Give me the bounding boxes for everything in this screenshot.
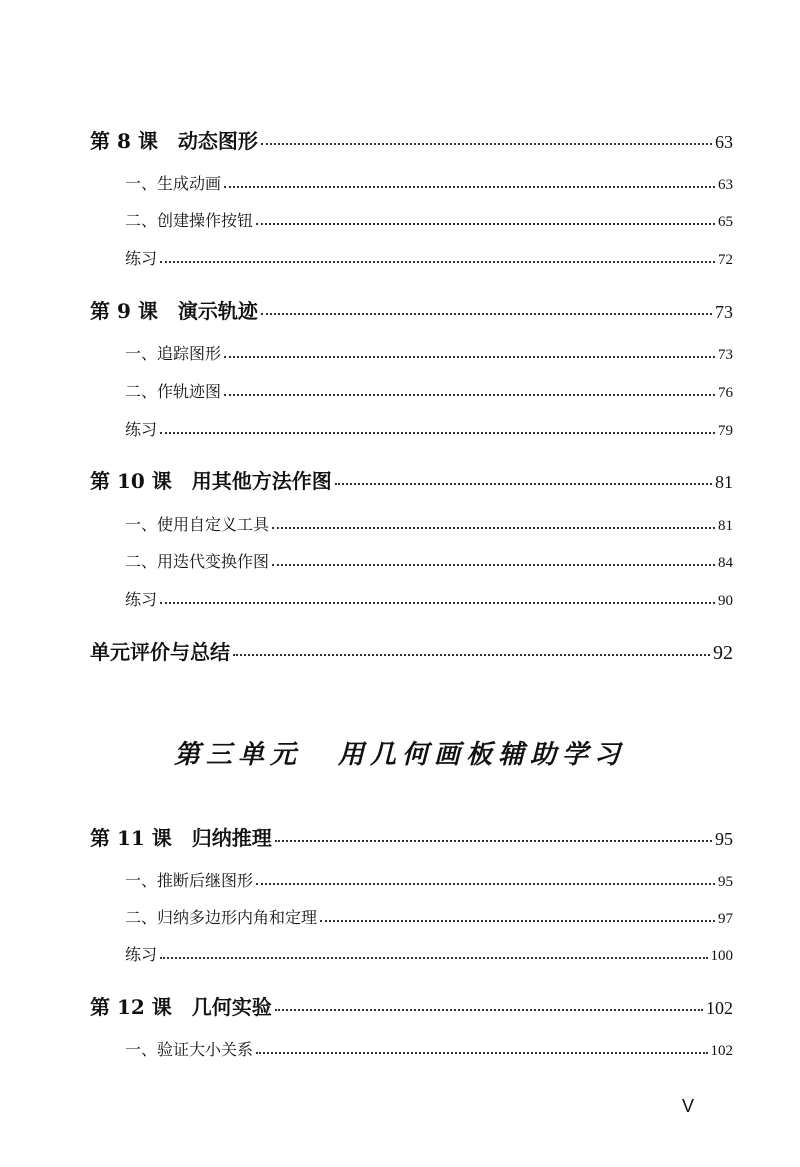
section-title: 二、作轨迹图: [125, 382, 222, 401]
toc-section: [125, 417, 733, 440]
page-number: 92: [713, 642, 733, 664]
dot-leader: [224, 355, 715, 358]
page-number: 81: [718, 518, 733, 534]
section-title: 一、生成动画: [125, 174, 222, 193]
section-title: 一、追踪图形: [125, 344, 222, 363]
page-number: 65: [718, 214, 733, 230]
lesson-number: 第 9 课: [90, 299, 158, 323]
toc-section: [125, 512, 733, 535]
dot-leader: [261, 312, 712, 315]
page-number: 102: [710, 1043, 733, 1059]
dot-leader: [224, 393, 715, 396]
section-title: 练习: [125, 249, 158, 268]
unit-label: 第三单元: [173, 740, 302, 770]
toc-section: [125, 1037, 733, 1060]
toc-section: [125, 246, 733, 269]
section-title: 一、使用自定义工具: [125, 515, 270, 534]
page-number: 72: [718, 252, 733, 268]
page-number: 76: [718, 385, 733, 401]
lesson-title: 演示轨迹: [177, 299, 258, 323]
section-title: 一、验证大小关系: [125, 1040, 254, 1059]
dot-leader: [160, 431, 715, 434]
toc-lesson-8: [90, 125, 733, 154]
toc-section: [125, 905, 733, 928]
toc-section: [125, 341, 733, 364]
page-number: 95: [718, 874, 733, 890]
section-title: 二、用迭代变换作图: [125, 552, 270, 571]
dot-leader: [272, 563, 715, 566]
toc-unit-evaluation: [90, 636, 733, 665]
page-number: 63: [715, 132, 733, 152]
dot-leader: [224, 185, 715, 188]
lesson-number: 第 12 课: [90, 995, 172, 1019]
dot-leader: [320, 919, 715, 922]
toc-lesson-9: [90, 295, 733, 324]
page-number: 100: [710, 948, 733, 964]
lesson-title: 归纳推理: [191, 826, 272, 850]
section-title: 练习: [125, 590, 158, 609]
toc-section: [125, 868, 733, 891]
dot-leader: [160, 260, 715, 263]
page-number: 97: [718, 911, 733, 927]
dot-leader: [233, 653, 710, 656]
lesson-number: 第 10 课: [90, 469, 172, 493]
dot-leader: [160, 601, 715, 604]
toc-lesson-10: [90, 465, 733, 494]
unit-title: 用几何画板辅助学习: [338, 740, 627, 770]
lesson-title: 动态图形: [177, 129, 258, 153]
toc-section: [125, 942, 733, 965]
lesson-title: 用其他方法作图: [191, 469, 332, 493]
lesson-number: 第 8 课: [90, 129, 158, 153]
page-number: 81: [715, 472, 733, 492]
section-title: 一、推断后继图形: [125, 871, 254, 890]
dot-leader: [256, 222, 715, 225]
unit-heading: [0, 734, 800, 771]
dot-leader: [256, 882, 715, 885]
section-title: 练习: [125, 420, 158, 439]
dot-leader: [256, 1051, 707, 1054]
lesson-title: 几何实验: [191, 995, 272, 1019]
lesson-number: 第 11 课: [90, 826, 172, 850]
toc-section: [125, 208, 733, 231]
dot-leader: [261, 142, 712, 145]
dot-leader: [275, 1008, 703, 1011]
toc-section: [125, 171, 733, 194]
page-number: 79: [718, 423, 733, 439]
dot-leader: [335, 482, 712, 485]
page-number: 73: [718, 347, 733, 363]
dot-leader: [275, 839, 712, 842]
page-number: 102: [706, 998, 733, 1018]
page-number: 63: [718, 177, 733, 193]
unit-evaluation-title: 单元评价与总结: [90, 640, 230, 664]
section-title: 练习: [125, 945, 158, 964]
section-title: 二、归纳多边形内角和定理: [125, 908, 318, 927]
dot-leader: [272, 526, 715, 529]
toc-section: [125, 379, 733, 402]
toc-lesson-11: [90, 822, 733, 851]
page-number: 90: [718, 593, 733, 609]
toc-lesson-12: [90, 991, 733, 1020]
page-number: 84: [718, 555, 733, 571]
page-number: 73: [715, 302, 733, 322]
toc-section: [125, 587, 733, 610]
page-number: 95: [715, 829, 733, 849]
section-title: 二、创建操作按钮: [125, 211, 254, 230]
page-folio: V: [682, 1096, 695, 1116]
toc-section: [125, 549, 733, 572]
dot-leader: [160, 956, 707, 959]
